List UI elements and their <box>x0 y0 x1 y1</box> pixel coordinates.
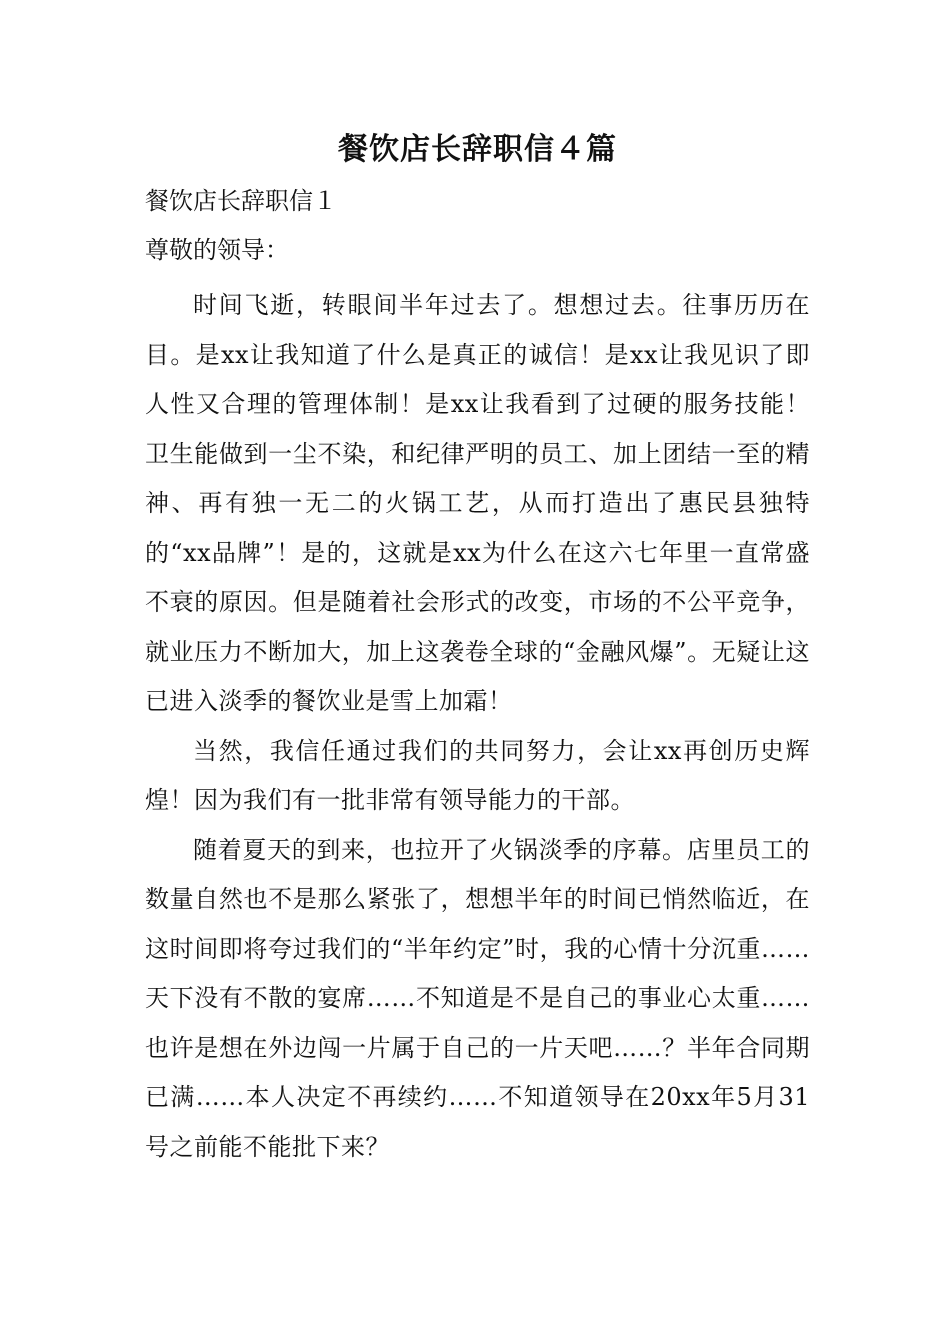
salutation: 尊敬的领导： <box>145 236 289 264</box>
document-title: 餐饮店长辞职信４篇 <box>338 132 617 167</box>
paragraph-2: 当然，我信任通过我们的共同努力，会让xx再创历史辉煌！因为我们有一批非常有领导能力的干部。 <box>145 736 810 814</box>
letter-subtitle: 餐饮店长辞职信１ <box>145 187 337 215</box>
letter-body <box>145 281 810 1172</box>
paragraph-1: 时间飞逝，转眼间半年过去了。想想过去。往事历历在目。是xx让我知道了什么是真正的诚信！是xx让我见识了即人性又合理的管理体制！是xx让我看到了过硬的服务技能！卫生能做到一尘不染，和纪律严明的员工、加上团结一至的精神、再有独一无二的火锅工艺，从而打造出了惠民县独特的“xx品牌”！是的，这就是xx为什么在这六七年里一直常盛不衰的原因。但是随着社会形式的改变，市场的不公平竞争，就业压力不断加大，加上这袭卷全球的“金融风爆”。无疑让这已进入淡季的餐饮业是雪上加霜！ <box>145 291 810 715</box>
paragraph-3: 随着夏天的到来，也拉开了火锅淡季的序幕。店里员工的数量自然也不是那么紧张了，想想半年的时间已悄然临近，在这时间即将夸过我们的“半年约定”时，我的心情十分沉重……天下没有不散的宴席……不知道是不是自己的事业心太重……也许是想在外边闯一片属于自己的一片天吧……？半年合同期已满……本人决定不再续约……不知道领导在20xx年5月31号之前能不能批下来？ <box>145 835 810 1161</box>
